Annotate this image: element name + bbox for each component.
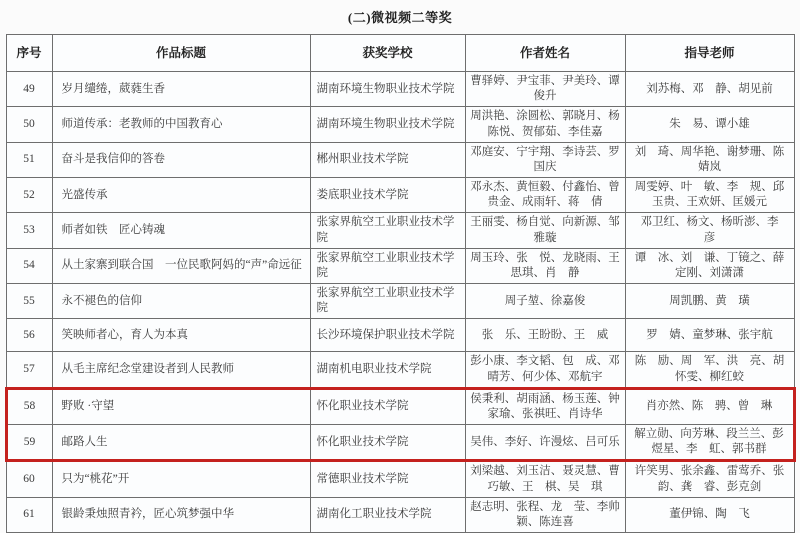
author-names-cell: 吴伟、李好、许漫炫、吕可乐: [465, 425, 625, 461]
header-work-title: 作品标题: [52, 35, 310, 72]
author-names-cell: 彭小康、李文韬、包 成、邓晴芳、何少体、邓航宇: [465, 352, 625, 388]
author-names-cell: 刘梁越、刘玉洁、聂灵慧、曹巧敏、王 棋、吴 琪: [465, 461, 625, 497]
work-title-cell: 师者如铁 匠心铸魂: [52, 213, 310, 248]
school-name-cell: 娄底职业技术学院: [310, 178, 465, 213]
row-number-cell: 50: [6, 107, 52, 142]
teacher-names-cell: 朱 易、谭小雄: [625, 107, 794, 142]
author-names-cell: 邓庭安、宁宇翔、李诗芸、罗国庆: [465, 142, 625, 177]
table-row-highlighted: [6, 425, 794, 461]
table-row: [6, 461, 794, 497]
table-row: [6, 107, 794, 142]
school-name-cell: 长沙环境保护职业技术学院: [310, 319, 465, 352]
work-title-cell: 笑映师者心，育人为本真: [52, 319, 310, 352]
row-number-cell: 51: [6, 142, 52, 177]
work-title-cell: 从土家寨到联合国 一位民歌阿妈的“声”命远征: [52, 248, 310, 283]
teacher-names-cell: 肖亦然、陈 骋、曾 琳: [625, 388, 794, 424]
author-names-cell: 周玉玲、张 悦、龙晓雨、王思琪、肖 静: [465, 248, 625, 283]
teacher-names-cell: 董伊锦、陶 飞: [625, 497, 794, 532]
row-number-cell: 53: [6, 213, 52, 248]
table-row: [6, 178, 794, 213]
row-number-cell: 56: [6, 319, 52, 352]
author-names-cell: 侯秉利、胡雨涵、杨玉莲、钟家瑜、张祺旺、肖诗华: [465, 388, 625, 424]
work-title-cell: 师道传承：老教师的中国教育心: [52, 107, 310, 142]
header-teachers: 指导老师: [625, 35, 794, 72]
header-row-number: 序号: [6, 35, 52, 72]
work-title-cell: 岁月缱绻，葳蕤生香: [52, 72, 310, 107]
teacher-names-cell: 邓卫红、杨文、杨昕澎、李 彦: [625, 213, 794, 248]
school-name-cell: 张家界航空工业职业技术学院: [310, 284, 465, 319]
table-body: [6, 72, 794, 533]
teacher-names-cell: 解立勋、向芳琳、段兰兰、彭煜星、李 虹、郭书群: [625, 425, 794, 461]
work-title-cell: 银龄秉烛照青衿，匠心筑梦强中华: [52, 497, 310, 532]
school-name-cell: 湖南机电职业技术学院: [310, 352, 465, 388]
school-name-cell: 怀化职业技术学院: [310, 388, 465, 424]
work-title-cell: 野败 ·守望: [52, 388, 310, 424]
teacher-names-cell: 许笑男、张余鑫、雷莺乔、张 韵、龚 睿、彭克剑: [625, 461, 794, 497]
author-names-cell: 赵志明、张程、龙 莹、李帅颖、陈连喜: [465, 497, 625, 532]
header-row: [6, 35, 794, 72]
author-names-cell: 邓永杰、黄恒毅、付鑫怡、曾贵金、成雨轩、蒋 倩: [465, 178, 625, 213]
work-title-cell: 从毛主席纪念堂建设者到人民教师: [52, 352, 310, 388]
row-number-cell: 55: [6, 284, 52, 319]
table-row: [6, 284, 794, 319]
school-name-cell: 常德职业技术学院: [310, 461, 465, 497]
table-row: [6, 213, 794, 248]
teacher-names-cell: 刘苏梅、邓 静、胡见前: [625, 72, 794, 107]
teacher-names-cell: 周雯婷、叶 敏、李 规、邱玉贵、王欢妍、匡媛元: [625, 178, 794, 213]
header-school: 获奖学校: [310, 35, 465, 72]
work-title-cell: 只为“桃花”开: [52, 461, 310, 497]
row-number-cell: 61: [6, 497, 52, 532]
table-row: [6, 319, 794, 352]
teacher-names-cell: 罗 婧、童梦琳、张宇航: [625, 319, 794, 352]
row-number-cell: 49: [6, 72, 52, 107]
teacher-names-cell: 陈 励、周 军、洪 亮、胡怀雯、柳红蛟: [625, 352, 794, 388]
teacher-names-cell: 刘 琦、周华艳、谢梦珊、陈婧岚: [625, 142, 794, 177]
teacher-names-cell: 周凯鹏、黄 璜: [625, 284, 794, 319]
work-title-cell: 奋斗是我信仰的答卷: [52, 142, 310, 177]
school-name-cell: 张家界航空工业职业技术学院: [310, 248, 465, 283]
row-number-cell: 58: [6, 388, 52, 424]
author-names-cell: 王丽雯、杨自觉、向新源、邹雅璇: [465, 213, 625, 248]
table-row: [6, 72, 794, 107]
row-number-cell: 54: [6, 248, 52, 283]
school-name-cell: 湖南环境生物职业技术学院: [310, 107, 465, 142]
work-title-cell: 光盛传承: [52, 178, 310, 213]
header-authors: 作者姓名: [465, 35, 625, 72]
teacher-names-cell: 谭 冰、刘 谦、丁镜之、薛定刚、刘潇潇: [625, 248, 794, 283]
work-title-cell: 邮路人生: [52, 425, 310, 461]
table-row: [6, 497, 794, 532]
school-name-cell: 郴州职业技术学院: [310, 142, 465, 177]
work-title-cell: 永不褪色的信仰: [52, 284, 310, 319]
author-names-cell: 曹驿婷、尹宝菲、尹美玲、谭俊升: [465, 72, 625, 107]
school-name-cell: 湖南环境生物职业技术学院: [310, 72, 465, 107]
author-names-cell: 周洪艳、涂圆松、郭晓月、杨陈悦、贺郁茹、李佳嘉: [465, 107, 625, 142]
table-row: [6, 142, 794, 177]
school-name-cell: 湖南化工职业技术学院: [310, 497, 465, 532]
author-names-cell: 周子堃、徐嘉俊: [465, 284, 625, 319]
row-number-cell: 60: [6, 461, 52, 497]
row-number-cell: 59: [6, 425, 52, 461]
row-number-cell: 52: [6, 178, 52, 213]
table-row-highlighted: [6, 388, 794, 424]
author-names-cell: 张 乐、王盼盼、王 威: [465, 319, 625, 352]
row-number-cell: 57: [6, 352, 52, 388]
page-title: (二)微视频二等奖: [347, 10, 453, 25]
table-row: [6, 248, 794, 283]
school-name-cell: 张家界航空工业职业技术学院: [310, 213, 465, 248]
school-name-cell: 怀化职业技术学院: [310, 425, 465, 461]
table-row: [6, 352, 794, 388]
awards-table: [5, 34, 796, 533]
